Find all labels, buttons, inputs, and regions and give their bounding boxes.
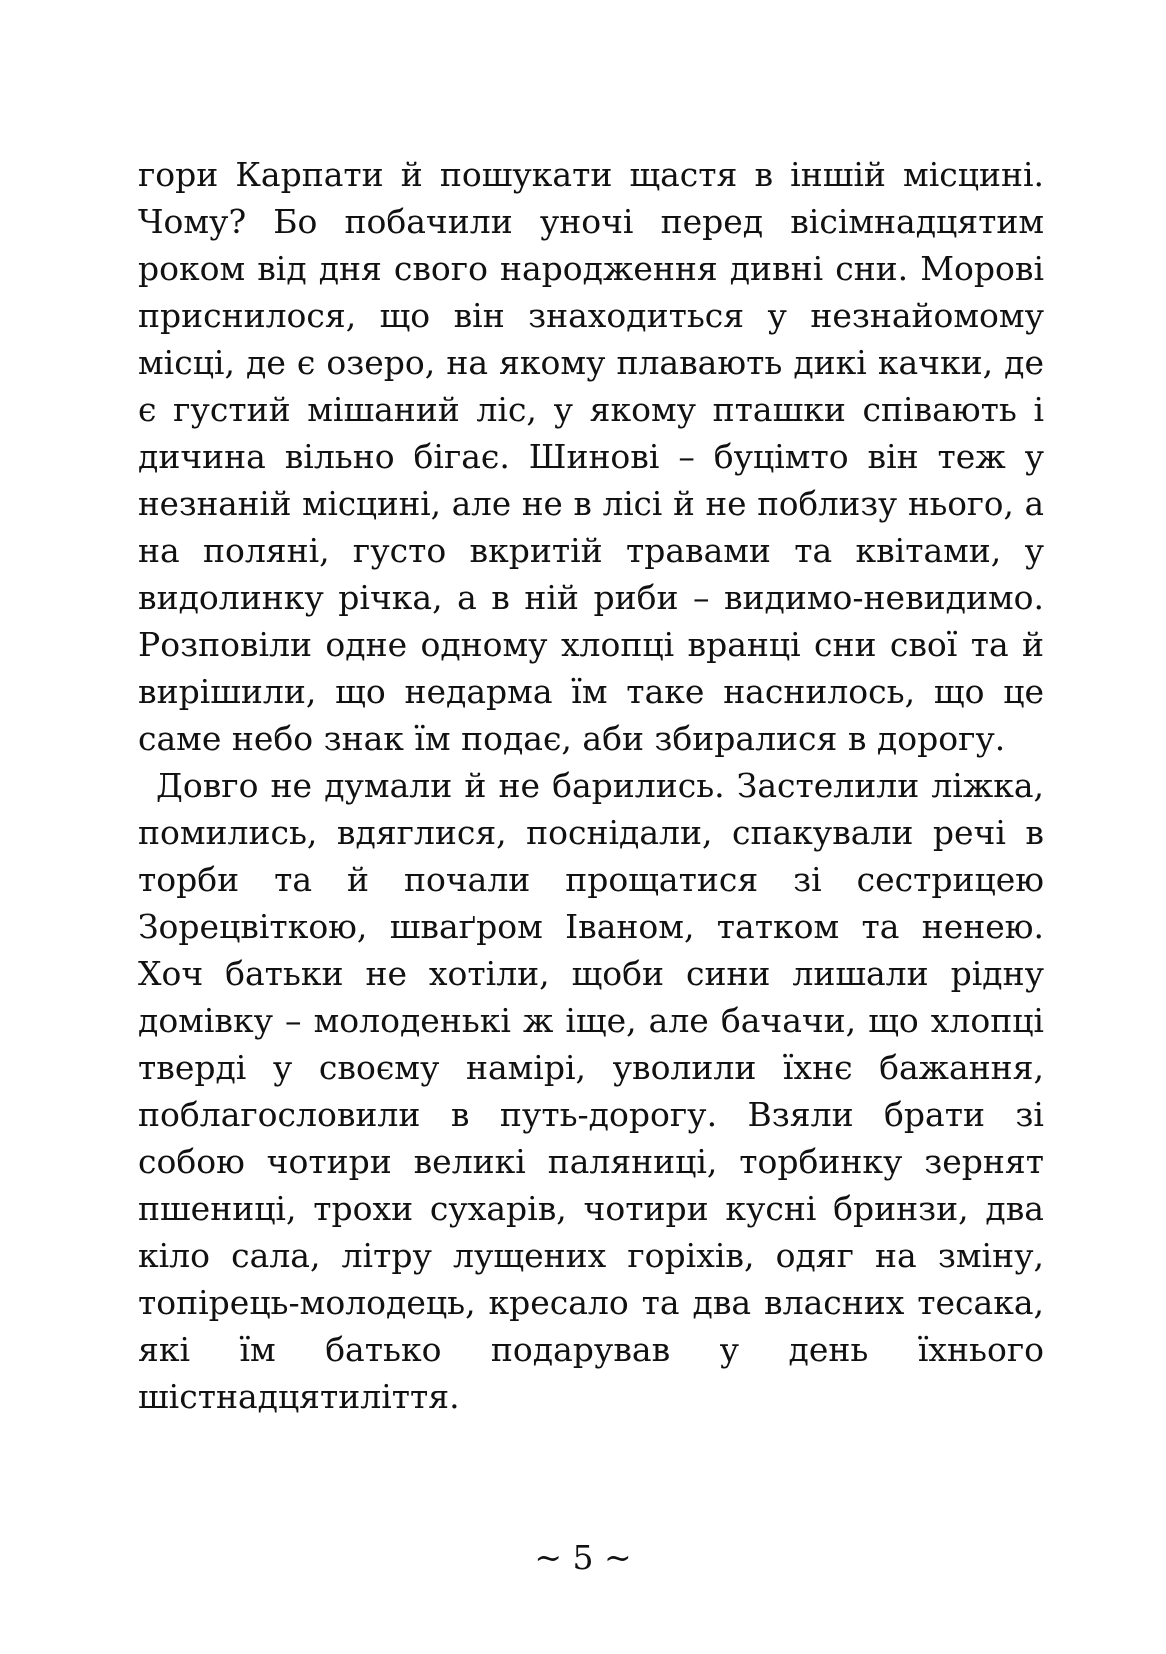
text-line: роком від дня свого народження дивні сни. Морові — [138, 249, 1044, 288]
text-line: видолинку річка, а в ній риби – видимо-невидимо. — [138, 578, 1044, 617]
text-line: пшениці, трохи сухарів, чотири кусні бринзи, два — [138, 1189, 1044, 1228]
text-line: домівку – молоденькі ж іще, але бачачи, що хлопці — [138, 1001, 1044, 1040]
text-line: собою чотири великі паляниці, торбинку зернят — [138, 1142, 1044, 1181]
text-line: Хоч батьки не хотіли, щоби сини лишали рідну — [138, 954, 1044, 993]
text-line: кіло сала, літру лущених горіхів, одяг на зміну, — [138, 1236, 1044, 1275]
page-number: ~ 5 ~ — [534, 1538, 632, 1577]
text-line: місці, де є озеро, на якому плавають дикі качки, де — [138, 343, 1044, 382]
text-line: Чому? Бо побачили уночі перед вісімнадцятим — [138, 202, 1044, 241]
text-line: торби та й почали прощатися зі сестрицею — [138, 860, 1044, 899]
text-line: гори Карпати й пошукати щастя в іншій місцині. — [138, 155, 1044, 194]
text-line: топірець-молодець, кресало та два власних тесака, — [138, 1283, 1044, 1322]
text-line: Розповіли одне одному хлопці вранці сни свої та й — [138, 625, 1044, 664]
text-line: Зорецвіткою, шваґром Іваном, татком та ненею. — [138, 907, 1044, 946]
text-line: тверді у своєму намірі, уволили їхнє бажання, — [138, 1048, 1044, 1087]
text-line: на поляні, густо вкритій травами та квітами, у — [138, 531, 1044, 570]
text-line: які їм батько подарував у день їхнього — [138, 1330, 1044, 1369]
paragraph-start-line: Довго не думали й не барились. Застелили ліжка, — [156, 766, 1044, 805]
text-line: поблагословили в путь-дорогу. Взяли брати зі — [138, 1095, 1044, 1134]
paragraph-end-line: саме небо знак їм подає, аби збиралися в дорогу. — [138, 719, 1006, 758]
text-line: дичина вільно бігає. Шинові – буцімто він теж у — [138, 437, 1044, 476]
text-line: вирішили, що недарма їм таке наснилось, що це — [138, 672, 1044, 711]
text-line: незнаній місцині, але не в лісі й не поблизу нього, а — [138, 485, 1044, 523]
text-line: є густий мішаний ліс, у якому пташки співають і — [138, 390, 1044, 429]
paragraph-end-line: шістнадцятиліття. — [138, 1377, 460, 1416]
text-line: помились, вдяглися, поснідали, спакували речі в — [138, 813, 1044, 852]
text-line: приснилося, що він знаходиться у незнайомому — [138, 296, 1044, 335]
